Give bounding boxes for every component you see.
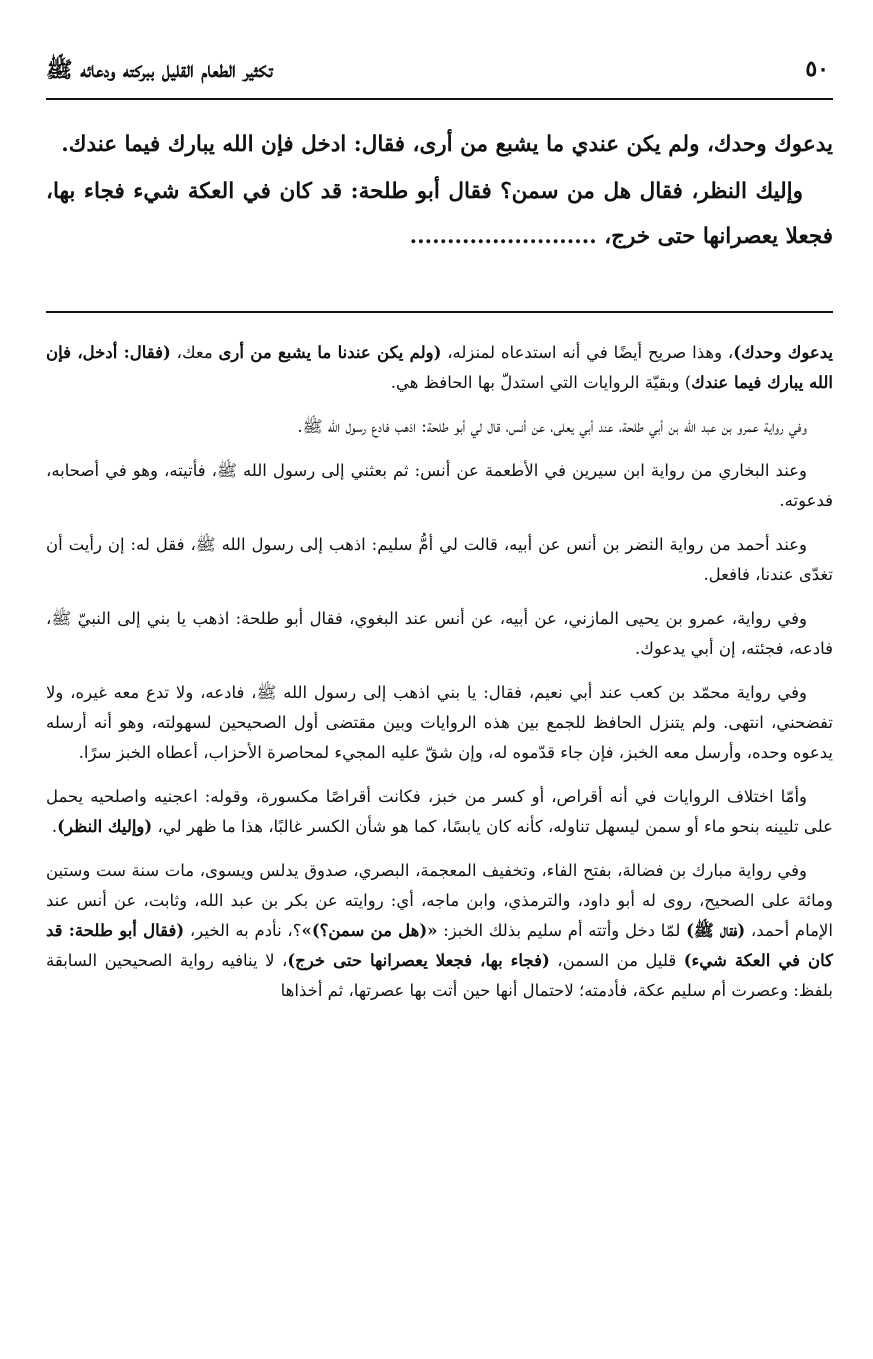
commentary-paragraph (46, 782, 833, 842)
commentary-text: . (51, 817, 58, 836)
quoted-text: يدعوك وحدك) (733, 343, 834, 362)
commentary-text: معك، (170, 343, 219, 362)
commentary-text: ، لا ينافيه رواية الصحيحين السابقة بلفظ: وعصرت أم سليم عكة، فأدمته؛ لاحتمال أنها حين أتت بها عصرتها، ثم أخذاها (46, 951, 833, 1000)
quoted-text: (فقال ﷺ) (686, 921, 746, 940)
commentary-paragraph (46, 856, 833, 1006)
quoted-text: (ولم يكن عندنا ما يشبع من أرى (218, 343, 442, 362)
commentary-text: وفي رواية مبارك بن فضالة، بفتح الفاء، وتخفيف المعجمة، البصري، صدوق يدلس ويسوى، مات سنة ست وستين ومائة على الصحيح، روى له أبو داود، والترمذي، وابن ماجه، أي: روايته عن بكر بن عبد الله، وثابت، عن أنس عند الإمام أحمد، (46, 861, 833, 940)
page-number: ٥٠ (805, 56, 829, 82)
commentary-text: قليل من السمن، (549, 951, 684, 970)
commentary-paragraph (46, 338, 833, 398)
commentary-paragraph: وفي رواية عمرو بن عبد الله بن أبي طلحة، عند أبي يعلى، عن أنس، قال لي أبو طلحة: اذهب فادع رسول الله ﷺ. (297, 417, 807, 436)
running-title: تكثير الطعام القليل ببركته ودعائه ﷺ (46, 57, 273, 83)
quoted-text: (فجاء بها، فجعلا يعصرانها حتى خرج) (287, 951, 550, 970)
main-text (46, 122, 833, 259)
commentary-paragraph: وفي رواية، عمرو بن يحيى المازني، عن أبيه، عن أنس عند البغوي، فقال أبو طلحة: اذهب يا بني إلى النبيّ ﷺ، فادعه، فجئته، إن أبي يدعوك. (46, 609, 833, 658)
commentary-paragraph: وعند البخاري من رواية ابن سيرين في الأطعمة عن أنس: ثم بعثني إلى رسول الله ﷺ، فأتيته، وهو في أصحابه، فدعوته. (46, 461, 833, 510)
quoted-text: (وإليك النظر) (57, 817, 153, 836)
commentary-text: وأمّا اختلاف الروايات في أنه أقراص، أو كسر من خبز، فكانت أقراصًا مكسورة، وقوله: اعجنيه واصلحيه يحمل على تليينه بنحو ماء أو سمن ليسهل تناوله، كأنه كان يابسًا، كما هو شأن الكسر غالبًا، هذا ما ظهر لي، (46, 787, 833, 836)
main-text-paragraph: وإليك النظر، فقال هل من سمن؟ فقال أبو طلحة: قد كان في العكة شيء فجاء بها، فجعلا يعصرانها حتى خرج، ......................... (46, 179, 833, 249)
quoted-text: (فقال أبو طلحة: قد كان في العكة شيء) (46, 921, 833, 970)
main-text-paragraph: يدعوك وحدك، ولم يكن عندي ما يشبع من أرى، فقال: ادخل فإن الله يبارك فيما عندك. (61, 132, 833, 157)
quoted-text: «(هل من سمن؟)» (301, 921, 438, 940)
commentary-text: لمّا دخل وأتته أم سليم بذلك الخبز: (437, 921, 687, 940)
commentary-paragraph: وعند أحمد من رواية النضر بن أنس عن أبيه، قالت لي أمُّ سليم: اذهب إلى رسول الله ﷺ، فقل له: إن رأيت أن تغدّى عندنا، فافعل. (46, 535, 833, 584)
page-header (46, 52, 833, 100)
commentary (46, 338, 833, 1020)
commentary-text: ؟، نأدم به الخير، (184, 921, 302, 940)
commentary-text: ، وهذا صريح أيضًا في أنه استدعاه لمنزله، (441, 343, 734, 362)
quoted-text: (فقال: أدخل، فإن الله يبارك فيما عندك (46, 343, 833, 392)
commentary-paragraph: وفي رواية محمّد بن كعب عند أبي نعيم، فقال: يا بني اذهب إلى رسول الله ﷺ، فادعه، ولا تدع معه غيره، ولا تفضحني، انتهى. ولم يتنزل الحافظ للجمع بين هذه الروايات وبين مقتضى أول الصحيحين لسهولته، وهو أنه أرسله يدعوه وحده، وأرسل معه الخبز، فإن جاء قدّموه له، وإن شقّ عليه المجيء لمحاصرة الأحزاب، أعطاه الخبز سرًا. (46, 683, 833, 762)
commentary-text: ) وبقيّة الروايات التي استدلّ بها الحافظ هي. (390, 373, 692, 392)
separator-line (46, 311, 833, 313)
